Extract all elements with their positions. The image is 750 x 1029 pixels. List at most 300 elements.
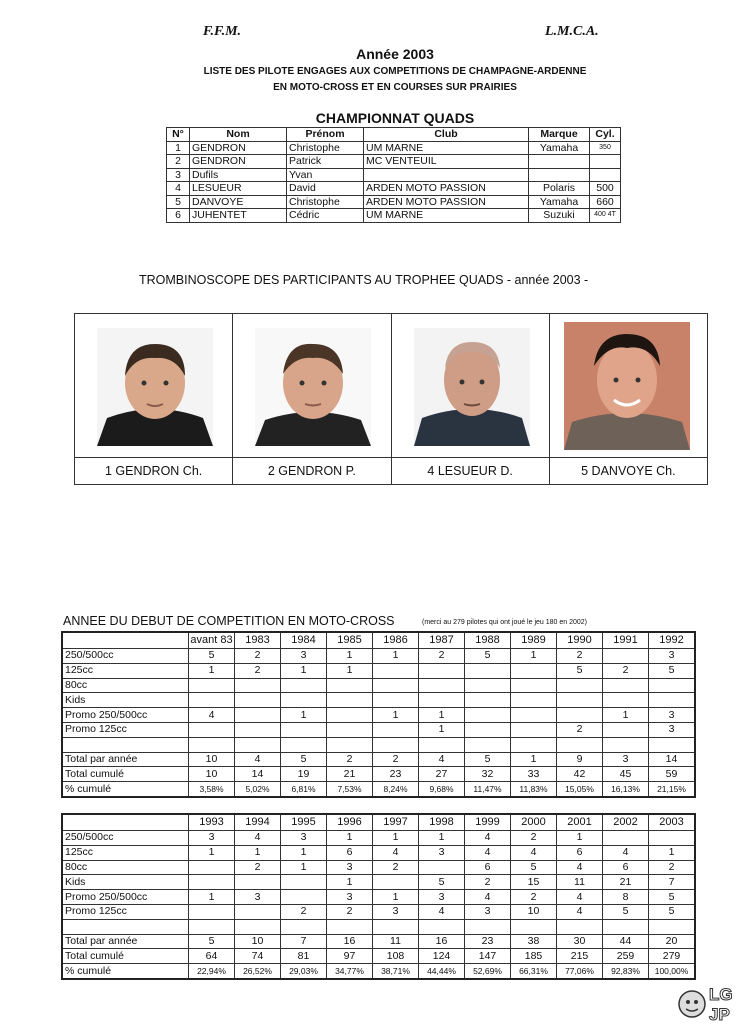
stats-value-cell: 3 bbox=[603, 752, 649, 767]
stats-value-cell: 20 bbox=[649, 934, 696, 949]
stats-value-cell: 1 bbox=[327, 831, 373, 846]
stats-value-cell: 66,31% bbox=[511, 964, 557, 979]
stats-row-label: Total par année bbox=[62, 934, 189, 949]
stats-value-cell: 4 bbox=[235, 831, 281, 846]
stats-value-cell: 3,58% bbox=[189, 782, 235, 797]
stats-year-cell: 2002 bbox=[603, 814, 649, 831]
quads-cell-prenom: Cédric bbox=[287, 209, 364, 223]
stats-value-cell: 10 bbox=[511, 904, 557, 919]
stats-value-cell bbox=[373, 737, 419, 752]
quads-cell-cyl bbox=[590, 168, 621, 182]
stats-value-cell bbox=[603, 831, 649, 846]
stats-value-cell bbox=[189, 860, 235, 875]
quads-table-row bbox=[167, 155, 621, 169]
stats-value-cell: 92,83% bbox=[603, 964, 649, 979]
stats-value-cell: 5 bbox=[649, 904, 696, 919]
stats-value-cell: 1 bbox=[557, 831, 603, 846]
stats-value-cell: 108 bbox=[373, 949, 419, 964]
stats-value-cell bbox=[235, 919, 281, 934]
col-header-nom: Nom bbox=[190, 128, 287, 142]
stats-value-cell bbox=[281, 722, 327, 737]
stats-value-cell: 7 bbox=[649, 875, 696, 890]
stats-row bbox=[62, 964, 695, 979]
stats-row bbox=[62, 708, 695, 723]
stats-value-cell bbox=[373, 919, 419, 934]
stats-value-cell: 2 bbox=[327, 752, 373, 767]
stats-table-1993-2003 bbox=[61, 813, 696, 980]
stats-value-cell bbox=[419, 663, 465, 678]
stats-value-cell: 2 bbox=[419, 649, 465, 664]
stats-value-cell: 4 bbox=[511, 845, 557, 860]
stats-value-cell bbox=[327, 708, 373, 723]
stats-year-cell: avant 83 bbox=[189, 632, 235, 649]
stats-value-cell: 1 bbox=[373, 831, 419, 846]
quads-table-header bbox=[167, 128, 621, 142]
stats-year-cell: 1999 bbox=[465, 814, 511, 831]
stats-row-label: Total cumulé bbox=[62, 767, 189, 782]
stats-year-cell: 1992 bbox=[649, 632, 696, 649]
lgjp-logo bbox=[676, 978, 746, 1024]
quads-cell-marque: Yamaha bbox=[529, 141, 590, 155]
stats-year-cell: 2000 bbox=[511, 814, 557, 831]
photo-caption: 2 GENDRON P. bbox=[233, 457, 390, 484]
stats-value-cell bbox=[189, 722, 235, 737]
stats-value-cell: 5 bbox=[603, 904, 649, 919]
stats-value-cell: 7,53% bbox=[327, 782, 373, 797]
stats-value-cell: 4 bbox=[419, 752, 465, 767]
stats-value-cell: 1 bbox=[373, 649, 419, 664]
header-left-ffm: F.F.M. bbox=[203, 24, 242, 39]
stats-value-cell bbox=[235, 693, 281, 708]
stats-value-cell bbox=[235, 708, 281, 723]
stats-value-cell bbox=[419, 693, 465, 708]
stats-value-cell: 1 bbox=[511, 752, 557, 767]
stats-value-cell bbox=[235, 678, 281, 693]
stats-year-cell: 1985 bbox=[327, 632, 373, 649]
photo-card bbox=[233, 314, 391, 484]
stats-value-cell: 19 bbox=[281, 767, 327, 782]
stats-value-cell: 2 bbox=[465, 875, 511, 890]
stats-row-label: 125cc bbox=[62, 663, 189, 678]
quads-cell-marque: Polaris bbox=[529, 182, 590, 196]
stats-row bbox=[62, 782, 695, 797]
stats-value-cell bbox=[649, 693, 696, 708]
stats-value-cell: 2 bbox=[235, 663, 281, 678]
stats-row bbox=[62, 860, 695, 875]
stats-value-cell: 44 bbox=[603, 934, 649, 949]
championship-title: CHAMPIONNAT QUADS bbox=[315, 110, 475, 126]
stats-value-cell: 1 bbox=[281, 663, 327, 678]
stats-value-cell: 45 bbox=[603, 767, 649, 782]
stats-value-cell bbox=[235, 722, 281, 737]
stats-value-cell: 4 bbox=[189, 708, 235, 723]
stats-value-cell bbox=[511, 693, 557, 708]
stats-year-cell: 1998 bbox=[419, 814, 465, 831]
quads-table-row bbox=[167, 182, 621, 196]
stats-value-cell bbox=[465, 663, 511, 678]
stats-value-cell: 1 bbox=[419, 831, 465, 846]
stats-row-label: 80cc bbox=[62, 678, 189, 693]
stats-value-cell: 1 bbox=[419, 722, 465, 737]
stats-value-cell: 38 bbox=[511, 934, 557, 949]
stats-value-cell bbox=[373, 722, 419, 737]
stats-row-label: Promo 250/500cc bbox=[62, 890, 189, 905]
quads-cell-no: 6 bbox=[167, 209, 190, 223]
quads-cell-no: 1 bbox=[167, 141, 190, 155]
stats-value-cell bbox=[327, 737, 373, 752]
quads-cell-nom: Dufils bbox=[190, 168, 287, 182]
stats-value-cell: 4 bbox=[465, 845, 511, 860]
stats-row-label: Kids bbox=[62, 875, 189, 890]
quads-cell-marque bbox=[529, 155, 590, 169]
stats-value-cell bbox=[511, 678, 557, 693]
logo-text-jp: JP bbox=[709, 1005, 730, 1024]
stats-value-cell: 10 bbox=[235, 934, 281, 949]
header-right-lmca: L.M.C.A. bbox=[545, 24, 599, 39]
stats-row bbox=[62, 678, 695, 693]
stats-value-cell bbox=[649, 678, 696, 693]
logo-text-lg: LG bbox=[709, 985, 733, 1004]
stats-value-cell: 1 bbox=[189, 890, 235, 905]
quads-cell-nom: GENDRON bbox=[190, 155, 287, 169]
stats-value-cell: 29,03% bbox=[281, 964, 327, 979]
portrait-photo bbox=[564, 322, 690, 450]
stats-value-cell: 11,83% bbox=[511, 782, 557, 797]
stats-corner-cell bbox=[62, 632, 189, 649]
stats-row bbox=[62, 767, 695, 782]
stats-value-cell: 74 bbox=[235, 949, 281, 964]
stats-row bbox=[62, 845, 695, 860]
stats-value-cell bbox=[189, 678, 235, 693]
stats-value-cell: 3 bbox=[649, 708, 696, 723]
stats-value-cell: 1 bbox=[327, 649, 373, 664]
stats-value-cell: 2 bbox=[557, 722, 603, 737]
stats-value-cell: 22,94% bbox=[189, 964, 235, 979]
stats-value-cell: 279 bbox=[649, 949, 696, 964]
quads-cell-prenom: Christophe bbox=[287, 195, 364, 209]
stats-row bbox=[62, 919, 695, 934]
stats-value-cell bbox=[189, 904, 235, 919]
quads-cell-club: ARDEN MOTO PASSION bbox=[364, 195, 529, 209]
stats-value-cell: 3 bbox=[465, 904, 511, 919]
stats-value-cell: 33 bbox=[511, 767, 557, 782]
stats-value-cell bbox=[649, 831, 696, 846]
stats-value-cell bbox=[603, 737, 649, 752]
stats-value-cell: 2 bbox=[557, 649, 603, 664]
stats-value-cell: 215 bbox=[557, 949, 603, 964]
quads-cell-prenom: David bbox=[287, 182, 364, 196]
stats-year-cell: 1997 bbox=[373, 814, 419, 831]
stats-value-cell bbox=[235, 737, 281, 752]
stats-row-label: 250/500cc bbox=[62, 831, 189, 846]
quads-cell-cyl bbox=[590, 155, 621, 169]
stats-value-cell: 1 bbox=[281, 860, 327, 875]
stats-value-cell: 9,68% bbox=[419, 782, 465, 797]
stats-row bbox=[62, 831, 695, 846]
stats-year-cell: 1988 bbox=[465, 632, 511, 649]
quads-cell-nom: DANVOYE bbox=[190, 195, 287, 209]
stats-value-cell bbox=[327, 693, 373, 708]
stats-value-cell: 185 bbox=[511, 949, 557, 964]
stats-value-cell: 3 bbox=[189, 831, 235, 846]
stats-value-cell bbox=[557, 693, 603, 708]
stats-value-cell: 6 bbox=[465, 860, 511, 875]
stats-value-cell bbox=[603, 693, 649, 708]
photo-card bbox=[392, 314, 550, 484]
stats-title: ANNEE DU DEBUT DE COMPETITION EN MOTO-CROSS bbox=[63, 614, 395, 628]
subtitle-line-1: LISTE DES PILOTE ENGAGES AUX COMPETITIONS DE CHAMPAGNE-ARDENNE bbox=[203, 66, 587, 77]
stats-year-cell: 1987 bbox=[419, 632, 465, 649]
stats-value-cell: 2 bbox=[603, 663, 649, 678]
stats-value-cell: 4 bbox=[465, 831, 511, 846]
stats-row bbox=[62, 722, 695, 737]
stats-value-cell: 81 bbox=[281, 949, 327, 964]
stats-year-cell: 1994 bbox=[235, 814, 281, 831]
stats-value-cell bbox=[327, 919, 373, 934]
stats-value-cell: 1 bbox=[511, 649, 557, 664]
stats-row bbox=[62, 890, 695, 905]
stats-value-cell: 1 bbox=[281, 708, 327, 723]
stats-value-cell: 97 bbox=[327, 949, 373, 964]
stats-value-cell: 100,00% bbox=[649, 964, 696, 979]
quads-cell-prenom: Yvan bbox=[287, 168, 364, 182]
stats-value-cell bbox=[281, 737, 327, 752]
stats-year-cell: 2003 bbox=[649, 814, 696, 831]
stats-value-cell: 7 bbox=[281, 934, 327, 949]
stats-corner-cell bbox=[62, 814, 189, 831]
stats-year-cell: 1996 bbox=[327, 814, 373, 831]
photo-card bbox=[75, 314, 233, 484]
stats-value-cell: 32 bbox=[465, 767, 511, 782]
stats-year-cell: 1995 bbox=[281, 814, 327, 831]
stats-value-cell: 147 bbox=[465, 949, 511, 964]
stats-value-cell: 34,77% bbox=[327, 964, 373, 979]
stats-value-cell: 4 bbox=[557, 860, 603, 875]
stats-value-cell bbox=[281, 678, 327, 693]
quads-cell-prenom: Patrick bbox=[287, 155, 364, 169]
stats-value-cell: 2 bbox=[281, 904, 327, 919]
stats-value-cell: 1 bbox=[281, 845, 327, 860]
quads-cell-marque bbox=[529, 168, 590, 182]
quads-cell-club: MC VENTEUIL bbox=[364, 155, 529, 169]
quads-cell-nom: GENDRON bbox=[190, 141, 287, 155]
stats-value-cell: 5 bbox=[189, 934, 235, 949]
stats-value-cell bbox=[373, 678, 419, 693]
stats-value-cell: 4 bbox=[419, 904, 465, 919]
stats-value-cell: 1 bbox=[373, 708, 419, 723]
stats-value-cell bbox=[603, 722, 649, 737]
stats-value-cell: 23 bbox=[465, 934, 511, 949]
stats-value-cell: 3 bbox=[327, 860, 373, 875]
stats-value-cell: 11 bbox=[373, 934, 419, 949]
stats-value-cell bbox=[465, 919, 511, 934]
stats-year-cell: 1983 bbox=[235, 632, 281, 649]
stats-row bbox=[62, 649, 695, 664]
stats-value-cell: 9 bbox=[557, 752, 603, 767]
stats-row-label: 125cc bbox=[62, 845, 189, 860]
stats-value-cell bbox=[235, 904, 281, 919]
stats-value-cell: 5 bbox=[465, 649, 511, 664]
trombinoscope-grid bbox=[74, 313, 708, 485]
quads-cell-club: ARDEN MOTO PASSION bbox=[364, 182, 529, 196]
stats-value-cell: 44,44% bbox=[419, 964, 465, 979]
quads-cell-nom: LESUEUR bbox=[190, 182, 287, 196]
stats-value-cell: 4 bbox=[465, 890, 511, 905]
stats-value-cell: 3 bbox=[649, 722, 696, 737]
stats-value-cell: 8,24% bbox=[373, 782, 419, 797]
stats-value-cell: 6 bbox=[603, 860, 649, 875]
stats-value-cell: 16 bbox=[327, 934, 373, 949]
stats-value-cell: 2 bbox=[511, 890, 557, 905]
stats-value-cell bbox=[281, 693, 327, 708]
stats-value-cell bbox=[189, 693, 235, 708]
stats-value-cell: 1 bbox=[189, 845, 235, 860]
stats-value-cell bbox=[511, 722, 557, 737]
stats-value-cell: 14 bbox=[649, 752, 696, 767]
stats-value-cell bbox=[327, 678, 373, 693]
quads-cell-prenom: Christophe bbox=[287, 141, 364, 155]
stats-value-cell: 259 bbox=[603, 949, 649, 964]
stats-value-cell: 5 bbox=[511, 860, 557, 875]
stats-value-cell: 4 bbox=[557, 904, 603, 919]
stats-row-label bbox=[62, 919, 189, 934]
stats-table-1983-1992 bbox=[61, 631, 696, 798]
stats-value-cell: 3 bbox=[649, 649, 696, 664]
stats-value-cell: 15 bbox=[511, 875, 557, 890]
stats-value-cell: 5 bbox=[649, 663, 696, 678]
stats-value-cell: 5 bbox=[557, 663, 603, 678]
stats-value-cell: 4 bbox=[235, 752, 281, 767]
stats-value-cell bbox=[419, 860, 465, 875]
stats-value-cell: 3 bbox=[419, 845, 465, 860]
portrait-photo bbox=[414, 328, 530, 446]
stats-value-cell: 38,71% bbox=[373, 964, 419, 979]
stats-year-header bbox=[62, 632, 695, 649]
stats-row-label: 80cc bbox=[62, 860, 189, 875]
stats-row-label: % cumulé bbox=[62, 782, 189, 797]
stats-value-cell bbox=[511, 663, 557, 678]
stats-row-label: Promo 250/500cc bbox=[62, 708, 189, 723]
stats-year-header bbox=[62, 814, 695, 831]
stats-value-cell: 5 bbox=[465, 752, 511, 767]
stats-value-cell: 1 bbox=[419, 708, 465, 723]
stats-value-cell: 5 bbox=[189, 649, 235, 664]
stats-value-cell bbox=[465, 693, 511, 708]
stats-value-cell bbox=[649, 919, 696, 934]
stats-value-cell: 5 bbox=[419, 875, 465, 890]
stats-row-label: 250/500cc bbox=[62, 649, 189, 664]
quads-cell-cyl: 350 bbox=[590, 141, 621, 155]
stats-value-cell bbox=[281, 875, 327, 890]
stats-row bbox=[62, 934, 695, 949]
stats-year-cell: 1993 bbox=[189, 814, 235, 831]
stats-value-cell: 21 bbox=[603, 875, 649, 890]
portrait-photo bbox=[255, 328, 371, 446]
stats-value-cell: 4 bbox=[557, 890, 603, 905]
quads-cell-no: 4 bbox=[167, 182, 190, 196]
stats-value-cell: 10 bbox=[189, 752, 235, 767]
stats-year-cell: 1989 bbox=[511, 632, 557, 649]
stats-value-cell: 77,06% bbox=[557, 964, 603, 979]
stats-value-cell: 2 bbox=[373, 860, 419, 875]
quads-table-row bbox=[167, 141, 621, 155]
stats-row bbox=[62, 693, 695, 708]
photo-caption: 5 DANVOYE Ch. bbox=[550, 457, 707, 484]
stats-value-cell: 2 bbox=[327, 904, 373, 919]
stats-value-cell bbox=[327, 722, 373, 737]
stats-value-cell: 3 bbox=[281, 831, 327, 846]
stats-value-cell: 52,69% bbox=[465, 964, 511, 979]
stats-value-cell: 64 bbox=[189, 949, 235, 964]
stats-value-cell: 21,15% bbox=[649, 782, 696, 797]
stats-value-cell: 59 bbox=[649, 767, 696, 782]
stats-value-cell bbox=[281, 919, 327, 934]
stats-note: (merci au 279 pilotes qui ont joué le jeu 180 en 2002) bbox=[422, 619, 587, 626]
stats-row bbox=[62, 752, 695, 767]
stats-value-cell: 4 bbox=[373, 845, 419, 860]
stats-value-cell: 1 bbox=[235, 845, 281, 860]
subtitle-line-2: EN MOTO-CROSS ET EN COURSES SUR PRAIRIES bbox=[273, 82, 517, 93]
stats-value-cell: 27 bbox=[419, 767, 465, 782]
stats-value-cell: 1 bbox=[603, 708, 649, 723]
quads-cell-no: 5 bbox=[167, 195, 190, 209]
quads-cell-cyl: 660 bbox=[590, 195, 621, 209]
stats-row-label: Promo 125cc bbox=[62, 722, 189, 737]
stats-value-cell bbox=[649, 737, 696, 752]
quads-cell-cyl: 500 bbox=[590, 182, 621, 196]
stats-value-cell bbox=[189, 919, 235, 934]
stats-value-cell bbox=[419, 919, 465, 934]
stats-value-cell bbox=[189, 737, 235, 752]
stats-value-cell: 6,81% bbox=[281, 782, 327, 797]
col-header-prenom: Prénom bbox=[287, 128, 364, 142]
stats-value-cell bbox=[603, 919, 649, 934]
stats-value-cell: 2 bbox=[511, 831, 557, 846]
year-title: Année 2003 bbox=[356, 46, 434, 62]
stats-value-cell: 2 bbox=[235, 860, 281, 875]
stats-value-cell bbox=[557, 737, 603, 752]
quads-table-row bbox=[167, 195, 621, 209]
stats-value-cell bbox=[603, 678, 649, 693]
stats-value-cell bbox=[557, 678, 603, 693]
stats-row-label: Kids bbox=[62, 693, 189, 708]
quads-cell-cyl: 400 4T bbox=[590, 209, 621, 223]
stats-value-cell bbox=[235, 875, 281, 890]
stats-value-cell: 26,52% bbox=[235, 964, 281, 979]
stats-value-cell bbox=[189, 875, 235, 890]
stats-value-cell: 16 bbox=[419, 934, 465, 949]
stats-value-cell: 4 bbox=[603, 845, 649, 860]
quads-cell-nom: JUHENTET bbox=[190, 209, 287, 223]
stats-value-cell: 16,13% bbox=[603, 782, 649, 797]
stats-value-cell: 2 bbox=[235, 649, 281, 664]
stats-value-cell: 1 bbox=[189, 663, 235, 678]
stats-year-cell: 1991 bbox=[603, 632, 649, 649]
quads-table-row bbox=[167, 168, 621, 182]
stats-value-cell: 1 bbox=[373, 890, 419, 905]
stats-value-cell bbox=[465, 708, 511, 723]
stats-value-cell bbox=[373, 663, 419, 678]
stats-row bbox=[62, 949, 695, 964]
stats-value-cell: 3 bbox=[327, 890, 373, 905]
stats-value-cell: 1 bbox=[327, 663, 373, 678]
stats-value-cell bbox=[465, 722, 511, 737]
stats-value-cell bbox=[603, 649, 649, 664]
stats-year-cell: 2001 bbox=[557, 814, 603, 831]
quads-table bbox=[166, 127, 621, 223]
trombinoscope-title: TROMBINOSCOPE DES PARTICIPANTS AU TROPHEE QUADS - année 2003 - bbox=[139, 273, 589, 287]
quads-cell-marque: Yamaha bbox=[529, 195, 590, 209]
